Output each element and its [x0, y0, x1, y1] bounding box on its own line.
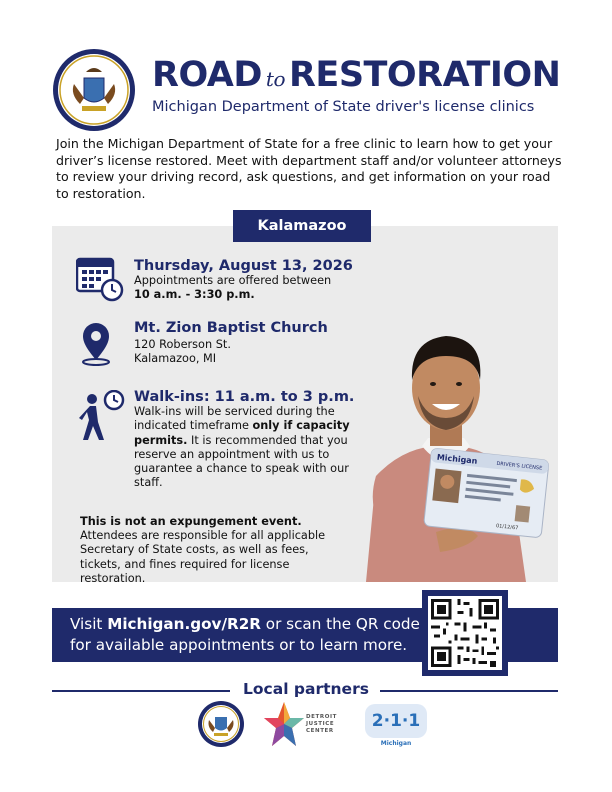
page-title: ROAD to RESTORATION — [152, 55, 561, 95]
location-pin-icon — [80, 322, 112, 366]
cta-text: Visit Michigan.gov/R2R or scan the QR code for available appointments or to learn more. — [70, 615, 420, 654]
appointment-hours: Appointments are offered between 10 a.m. - 3:30 p.m. — [134, 274, 332, 302]
license-state: Michigan — [436, 452, 478, 466]
license-type: DRIVER'S LICENSE — [496, 460, 543, 472]
intro-paragraph: Join the Michigan Department of State for a free clinic to learn how to get your driver’s license restored. Meet with department staff and/or volunteer attorneys to review your driving record, ask questions, and get information on your road to restoration. — [56, 136, 562, 201]
license-number: 01/12/67 — [495, 523, 519, 532]
title-block — [152, 56, 572, 115]
event-date: Thursday, August 13, 2026 — [134, 258, 353, 274]
walk-in-hours: Walk-ins: 11 a.m. to 3 p.m. — [134, 389, 355, 405]
partners-divider-left — [52, 690, 230, 692]
two-one-one-michigan-logo — [365, 704, 431, 750]
detroit-justice-center-logo — [262, 700, 340, 750]
expungement-notice-body: Attendees are responsible for all applicable Secretary of State costs, as well as fees, tickets, and fines required for license restoration. — [80, 529, 326, 585]
page-subtitle: Michigan Department of State driver's license clinics — [152, 99, 535, 115]
location-tab: Kalamazoo — [233, 210, 371, 242]
walk-in-details: Walk-ins will be serviced during the indicated timeframe only if capacity permits. It is recommended that you reserve an appointment with us to guarantee a chance to speak with our staff. — [134, 405, 350, 490]
michigan-seal-logo — [52, 48, 136, 132]
djc-line-2: JUSTICE — [306, 721, 335, 727]
walking-person-clock-icon — [76, 390, 126, 442]
calendar-clock-icon — [76, 256, 124, 302]
two-one-one-subtitle: Michigan — [380, 740, 412, 747]
expungement-notice-heading: This is not an expungement event. — [80, 515, 302, 528]
qr-code-image[interactable] — [428, 596, 502, 670]
venue-address: 120 Roberson St. Kalamazoo, MI — [134, 338, 231, 366]
person-holding-license-image — [336, 326, 558, 582]
r2r-link[interactable]: Michigan.gov/R2R — [107, 615, 261, 633]
local-partners-heading: Local partners — [243, 680, 369, 698]
djc-line-1: DETROIT — [306, 714, 337, 720]
djc-star-icon — [262, 700, 306, 748]
secretary-of-state-seal-logo — [197, 700, 245, 748]
djc-line-3: CENTER — [306, 728, 334, 734]
two-one-one-text: 2·1·1 — [371, 711, 421, 731]
partners-divider-right — [380, 690, 558, 692]
venue-name: Mt. Zion Baptist Church — [134, 320, 328, 336]
